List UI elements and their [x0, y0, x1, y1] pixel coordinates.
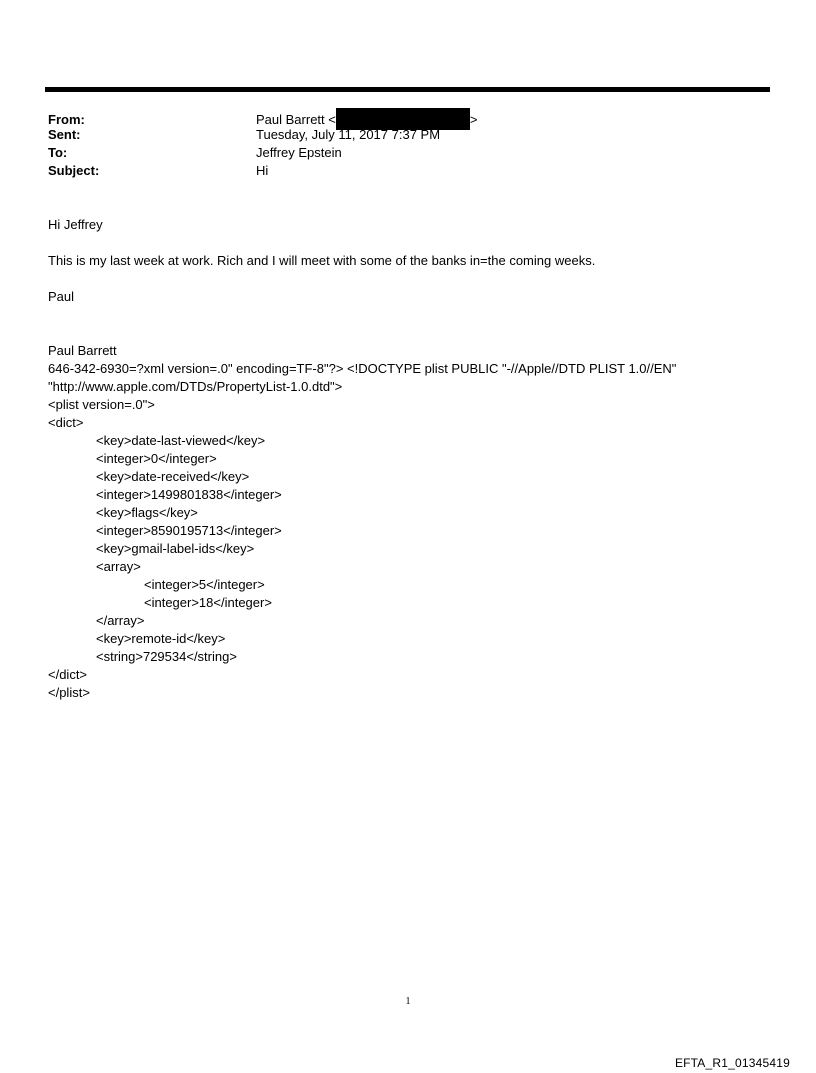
plist-line: <integer>5</integer> [144, 577, 265, 592]
from-close: > [469, 112, 478, 127]
subject-value: Hi [256, 163, 269, 178]
plist-line: <key>gmail-label-ids</key> [96, 541, 255, 556]
plist-line: <key>date-last-viewed</key> [96, 433, 266, 448]
document-id: EFTA_R1_01345419 [674, 1056, 790, 1070]
subject-row [48, 162, 748, 180]
header-divider [45, 87, 770, 92]
signature-name: Paul Barrett [48, 343, 117, 358]
sent-row [48, 126, 748, 144]
email-header [48, 108, 748, 180]
page-number: 1 [405, 996, 411, 1007]
plist-line: <key>remote-id</key> [96, 631, 226, 646]
plist-line: </array> [96, 613, 145, 628]
from-name: Paul Barrett < [256, 112, 336, 127]
plist-line: <integer>0</integer> [96, 451, 217, 466]
signature-line: 646-342-6930=?xml version=.0" encoding=TF-8"?> <!DOCTYPE plist PUBLIC "-//Apple//DTD PLIST 1.0//EN" [48, 361, 677, 376]
plist-line: "http://www.apple.com/DTDs/PropertyList-1.0.dtd"> [48, 379, 343, 394]
plist-line: <key>date-received</key> [96, 469, 250, 484]
plist-line: </plist> [48, 685, 90, 700]
signoff: Paul [48, 289, 75, 304]
to-value: Jeffrey Epstein [256, 145, 342, 160]
from-row [48, 108, 748, 126]
plist-line: </dict> [48, 667, 88, 682]
plist-line: <integer>1499801838</integer> [96, 487, 282, 502]
message-text: This is my last week at work. Rich and I will meet with some of the banks in=the coming weeks. [48, 253, 596, 268]
plist-line: <integer>18</integer> [144, 595, 272, 610]
plist-line: <integer>8590195713</integer> [96, 523, 282, 538]
sent-value: Tuesday, July 11, 2017 7:37 PM [256, 127, 441, 142]
to-label: To: [48, 145, 68, 160]
greeting: Hi Jeffrey [48, 217, 103, 232]
plist-line: <plist version=.0"> [48, 397, 155, 412]
plist-line: <array> [96, 559, 141, 574]
email-body [48, 216, 768, 702]
plist-line: <dict> [48, 415, 84, 430]
subject-label: Subject: [48, 163, 100, 178]
plist-line: <string>729534</string> [96, 649, 237, 664]
from-label: From: [48, 112, 85, 127]
sent-label: Sent: [48, 127, 81, 142]
to-row [48, 144, 748, 162]
plist-line: <key>flags</key> [96, 505, 198, 520]
